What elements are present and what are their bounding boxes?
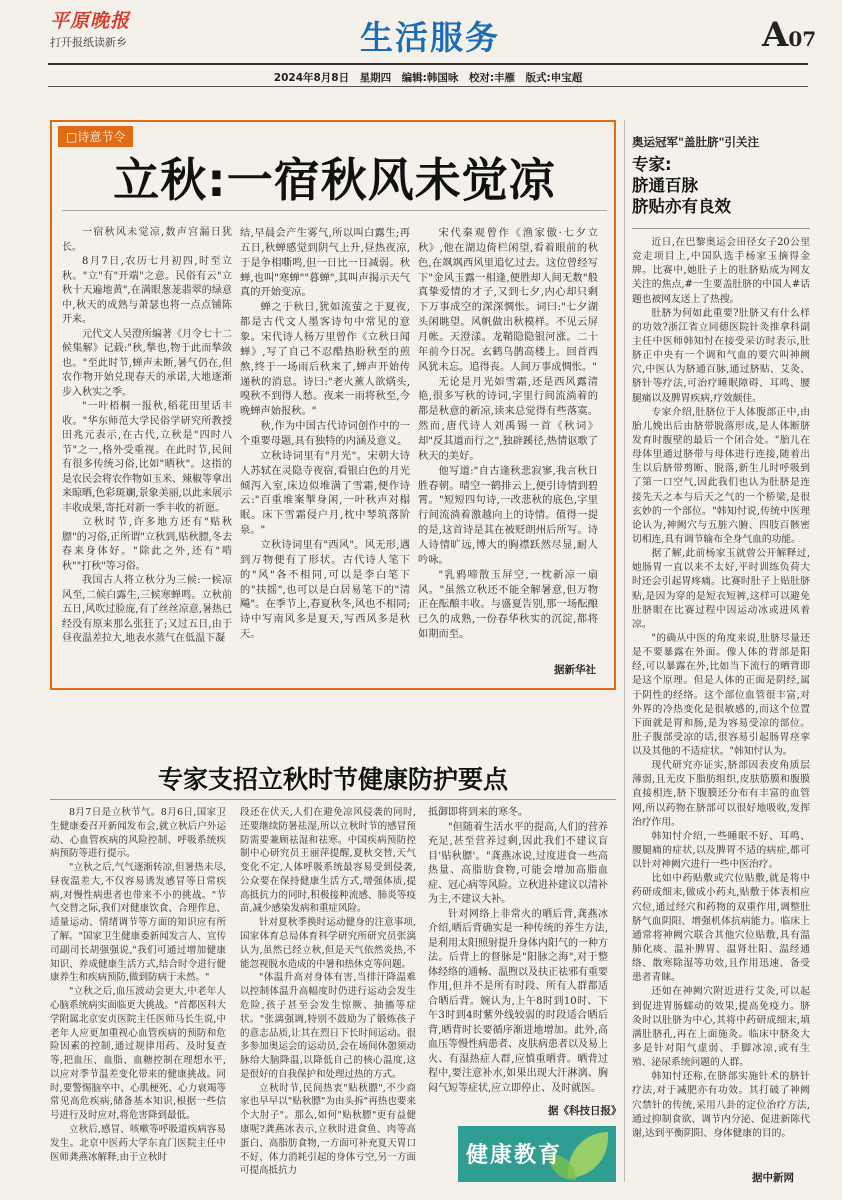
paragraph: 韩知忖还称,在脐部实施针术的脐针疗法,对于减肥亦有功效。其打破了神阙穴禁针的传统,采用八卦的定位治疗方法,通过抑制食欲、调节内分泌、促进新陈代谢,达到平衡阴阳、身体健康的目的。 [632, 1071, 810, 1139]
column-divider [624, 120, 625, 1182]
paragraph: "立秋之后,血压波动会更大,中老年人心脑系统病实面临更大挑战。"首都医科大学附属北京安贞医院主任医师马长生说,中老年人应更加重视心血管疾病的预防和危险因素的控制,通过规律用药、及时复查等,把血压、血脂、血糖控制在理想水平,以应对季节温差变化带来的健康挑战。同时,要警惕脑卒中、心肌梗死、心力衰竭等常见高危疾病,储备基本知识,根据一些信号进行及时应对,将危害降到最低。 [50, 986, 226, 1122]
sidebar-source-credit: 据中新网 [752, 1172, 794, 1184]
headline-rule [50, 799, 616, 800]
paragraph: 立秋诗词里有"西风"。风无形,遇到万物便有了形状。古代诗人笔下的"风"各不相同,可以是李白笔下的"扶摇",也可以是白居易笔下的"清飚"。在季节上,春夏秋冬,风也不相同;诗中写南风多是夏天,写西风多是秋天。 [240, 539, 410, 641]
paragraph: 肚脐为何如此重要?肚脐又有什么样的功效?浙江省立同德医院针灸推拿科副主任中医师韩知忖在接受采访时表示,肚脐正中央有一个调和气血的要穴叫神阙穴,中医认为脐通百脉,通过脐贴、艾灸、脐针等疗法,可治疗睡眠障碍、耳鸣、腰腿痛以及脾胃疾病,疗效颇佳。 [632, 307, 810, 404]
paragraph: 据了解,此前杨家玉就曾公开解释过,她肠胃一直以来不太好,平时训练负荷大时还会引起胃疼痛。比赛时肚子上贴肚脐贴,是因为穿的是短衣短裤,这样可以避免肚脐眼在比赛过程中因运动冰或进风着凉。 [632, 548, 810, 630]
paragraph: 无论是月光如雪霜,还是西风露清艳,很多写秋的诗词,字里行间流淌着的都是秋意的新凉,读来总觉得有些落寞。然而,唐代诗人刘禹锡一首《秋词》却"反其道而行之",独辟蹊径,热情讴歌了秋天的美好。 [418, 375, 598, 462]
paragraph: 他写道:"自古逢秋悲寂寥,我言秋日胜春朝。晴空一鹤排云上,便引诗情到碧霄。"短短四句诗,一改悲秋的底色,字里行间流淌着激越向上的诗情。值得一提的是,这首诗是其在被贬朗州后所写。诗人诗情旷远,博大的胸襟跃然尽显,耐人吟咏。 [418, 464, 598, 566]
paragraph: 段还在伏天,人们在避免凉风侵袭的同时,还要继续防暑祛湿,所以立秋时节的感冒预防需要兼顾祛湿和祛寒。中国疾病预防控制中心研究员王丽萍提醒,夏秋交替,天气变化不定,人体呼吸系统最容易受到侵袭,公众要在保持健康生活方式,增强体质,提高抵抗力的同时,积极接种流感、肺炎等疫苗,减少感染发病和重症风险。 [240, 807, 416, 915]
paragraph: 现代研究亦证实,脐部因表皮角质层薄弱,且无皮下脂肪组织,皮肤筋膜和腹膜直接相连,脐下腹膜还分布有丰富的血管网,所以药物在脐部可以很好地吸收,发挥治疗作用。 [632, 760, 810, 828]
article-health-headline: 专家支招立秋时节健康防护要点 [157, 765, 508, 794]
article-headline: 立秋:一宿秋风未觉凉 [113, 153, 556, 207]
health-column-3 [428, 806, 608, 1096]
paragraph: 蝉之于秋日,犹如流萤之于夏夜,都是古代文人墨客诗句中常见的意象。宋代诗人杨万里曾作《立秋日闻蝉》,写了自己不忍酷热盼秋至的煎熬,终于一场雨后秋来了,蝉声开始传递秋的消息。诗曰:"老火薰人欲焫头,嗅秋不到得人愁。夜来一雨将秋至,今晚蝉声始报秋。" [240, 301, 410, 418]
paragraph: 立秋时节,民间热衷"贴秋膘",不少商家也早早以"贴秋膘"为由头拆"再热也要来个大肘子"。那么,如何"贴秋膘"更有益健康呢?龚燕冰表示,立秋时进食鱼、肉等高蛋白、高脂肪食物,一方面可补充夏天胃口不好、体力消耗引起的身体亏空,另一方面可提高抵抗力 [240, 1082, 416, 1177]
paragraph: 结,早晨会产生雾气,所以叫白露生;再五日,秋蝉感觉到阴气上升,昼热夜凉,于是争相嘶鸣,但一日比一日减弱。秋蝉,也叫"寒蝉""暮蝉",其叫声揭示天气真的开始变凉。 [240, 227, 410, 299]
paragraph: "的确从中医的角度来说,肚脐尽量还是不要暴露在外面。像人体的背部是阳经,可以暴露在外,比如当下流行的晒背即是这个原理。但是人体的正面是阴经,属于阴性的经络。这个部位血管很丰富,对外界的冷热变化是很敏感的,而这个位置下面就是胃和肠,是为容易受凉的部位。肚子腹部受凉的话,很容易引起肠胃痉挛以及其他的不适症状。"韩知忖认为。 [632, 632, 810, 758]
paragraph: 针对网络上非常火的晒后背,龚燕冰介绍,晒后背确实是一种传统的养生方法,是利用太阳照射提升身体内阳气的一种方法。后背上的督脉是"阳脉之海",对于整体经络的通畅、温煦以及扶正祛邪有重要作用,但并不是所有时段、所有人群都适合晒后背。婉认为,上午8时到10时、下午3时到4时紫外线较弱的时段适合晒后背,晒背时长要循序渐进地增加。此外,高血压等慢性病患者、皮肤病患者以及易上火、有湿热症人群,应慎重晒背。晒背过程中,要注意补水,如果出现大汗淋漓、胸闷气短等症状,应立即停止、及时就医。 [428, 908, 608, 1094]
health-column-1 [50, 806, 226, 1164]
paragraph: 专家介绍,肚脐位于人体腹部正中,由胎儿娩出后由脐带脱落形成,是人体断脐发育时腹壁的最后一个闭合处。"胎儿在母体里通过脐带与母体进行连接,随着出生以后脐带剪断、脱落,新生儿时呼吸到了第一口空气,因此我们也认为肚脐是连接先天之本与后天之气的一个桥梁,是很玄妙的一个部位。"韩知忖说,传统中医理论认为,神阙穴与五脏六腑、四肢百骸密切相连,具有调节输布全身气血的功能。 [632, 406, 810, 545]
paragraph: "乳鸦啼散玉屏空,一枕新凉一扇风。"虽然立秋还不能全解暑意,但万物正在酝酿丰收。与盛夏告别,那一场酝酿已久的成熟,一份春华秋实的沉淀,都将如期而至。 [418, 568, 598, 641]
article-column-1 [62, 226, 232, 647]
paragraph: 宋代秦观曾作《渔家傲·七夕立秋》,他在湖边倚栏闲望,看着眼前的秋色,在飒飒西风里追忆过去。这位曾经写下"金风玉露一相逢,便胜却人间无数"般真挚爱情的才子,又到七夕,内心却只剩下万事成空的深深惆怅。词曰:"七夕湖头闲眺望。风帆做出秋模样。不见云屏月帐。天澄漾。龙鞘隐隐银河涨。二十年前今日况。玄鹤乌鹊高楼上。回首西风犹未忘。追得丧。人间万事成惆怅。" [418, 227, 598, 373]
paragraph: 比如中药贴敷或穴位贴敷,就是将中药研成细末,做成小药丸,贴敷于体表相应穴位,通过经穴和药物的双重作用,调整肚脐气血阴阳、增强机体抗病能力。临床上通常将神阙穴联合其他穴位贴敷,具有温肺化痰、温补脾胃、温肾壮阳、温经通络、散寒除湿等功效,且作用迅速、备受患者青睐。 [632, 873, 810, 984]
paragraph: 近日,在巴黎奥运会田径女子20公里竞走项目上,中国队选手杨家玉摘得金牌。比赛中,她肚子上的肚脐贴成为网友关注的焦点,#一生要盖肚脐的中国人#话题也被网友送上了热搜。 [632, 237, 810, 305]
paragraph: "但随着生活水平的提高,人们的营养充足,甚至营养过剩,因此我们不建议盲目'贴秋膘'。"龚燕冰说,过度进食一些高热量、高脂肪食物,可能会增加高脂血症、冠心病等风险。立秋进补建议以清补为主,不建议大补。 [428, 821, 608, 905]
page-letter: A [762, 15, 789, 55]
sidebar-title [632, 154, 812, 217]
article-column-2 [240, 226, 410, 642]
sidebar-title-line: 脐贴亦有良效 [632, 197, 731, 216]
paragraph: 针对夏秋季换时运动健身的注意事项,国家体育总局体育科学研究所研究员张漓认为,虽然已经立秋,但是天气依然炎热,不能忽视脱水造成的中暑和热休克等问题。 [240, 917, 416, 970]
paper-name: 平原晚报 [50, 10, 131, 32]
paragraph: 8月7日是立秋节气。8月6日,国家卫生健康委召开新闻发布会,就立秋后户外运动、心血管疾病的风险控制、呼吸系统疾病预防等进行提示。 [50, 807, 226, 860]
paragraph: "立秋之后,气气逐渐转凉,但暑热未尽,昼夜温差大,不仅容易诱发感冒等日常疾病,对慢性病患者也带来不小的挑战。"节气交替之际,我们对健康饮食、合理作息、适量运动、情绪调节等方面的知识应有所了解。"国家卫生健康委新闻发言人、宣传司副司长胡强强说,"我们可通过增加健康知识、养成健康生活方式,结合时令进行健康养生和疾病预防,做到防病于未然。" [50, 862, 226, 984]
paragraph: "一叶梧桐一报秋,稻花田里话丰收。"华东师范大学民俗学研究所教授田兆元表示,在古代,立秋是"四时八节"之一,格外受重视。在此时节,民间有很多传统习俗,比如"晒秋"。这指的是农民会将农作物如玉米、辣椒等拿出来晾晒,色彩斑斓,景象美丽,以此来展示丰收成果,寄托对新一季丰收的祈愿。 [62, 401, 232, 514]
page-digits: 07 [788, 27, 817, 51]
paragraph: 一宿秋风未觉凉,数声宫漏日犹长。 [62, 227, 232, 253]
article-source-credit: 据新华社 [554, 664, 596, 676]
article-column-3 [418, 226, 598, 642]
column-tag: □诗意节令 [58, 126, 133, 147]
banner-label: 健康教育 [466, 1143, 563, 1168]
article-liqiu-box [50, 120, 616, 690]
paragraph: 立秋时节,许多地方还有"贴秋膘"的习俗,正所谓"立秋到,贴秋膘,冬去春来身体好。"除此之外,还有"啃秋""打秋"等习俗。 [62, 517, 232, 572]
health-education-banner [458, 1126, 616, 1182]
paragraph: 韩知忖介绍,一些睡眠不好、耳鸣、腰腿痛的症状,以及脾胃不适的病症,都可以针对神阙穴进行一些中医治疗。 [632, 830, 810, 871]
header-rule-thin [48, 86, 808, 87]
sidebar-rule [632, 228, 810, 229]
section-title: 生活服务 [360, 18, 500, 57]
sidebar-kicker: 奥运冠军"盖肚脐"引关注 [632, 135, 759, 149]
paragraph: 元代文人吴澄所编著《月令七十二候集解》记载:"秋,揫也,物于此而揫敛也。"至此时节,蝉声未断,暑气仍在,但农作物开始兑现春天的承诺,大地逐渐步入秋实之季。 [62, 328, 232, 398]
sidebar-body [632, 236, 810, 1141]
masthead-logo [50, 6, 162, 52]
sidebar-title-line: 专家: [632, 155, 672, 174]
paragraph: 我国古人将立秋分为三候:一候凉风至,二候白露生,三候寒蝉鸣。立秋前五日,风吹过脸庞,有了丝丝凉意,暑热已经没有原来那么张狂了;又过五日,由于昼夜温差拉大,地表水蒸气在低温下凝 [62, 575, 232, 644]
issue-info-line: 2024年8月8日 星期四 编辑:韩国咏 校对:丰雁 版式:申宝超 [273, 72, 583, 84]
header-rule [48, 63, 808, 65]
paragraph: 还如在神阙穴附近进行艾灸,可以起到促进胃肠蠕动的效果,提高免疫力。脐灸时以肚脐为中心,其将中药研成细末,填满肚脐孔,再在上面施灸。临床中脐灸大多是针对阳气虚弱、手脚冰凉,或有生殖、泌尿系统问题的人群。 [632, 986, 810, 1069]
health-source-credit: 据《科技日报》 [548, 1105, 622, 1117]
paragraph: 8月7日,农历七月初四,时至立秋。"立"有"开端"之意。民俗有云"立秋十天遍地黄",在满眼葱茏翡翠的绿意中,秋天的成熟与萧瑟也将一点点铺陈开来。 [62, 256, 232, 325]
paragraph: 抵御即将到来的寒冬。 [428, 807, 528, 818]
paragraph: "体温升高对身体有害,当排汗降温难以控制体温升高幅度时仍进行运动会发生危险,孩子甚至会发生惊厥、抽搐等症状。"张漓强调,特别不鼓励为了锻炼孩子的意志品质,让其在烈日下长时间运动。很多参加奥运会的运动员,会在场间休憩须动脉给大脑降温,以降低自己的核心温度,这是很好的自我保护和处理过热的方式。 [240, 972, 416, 1080]
paper-slogan: 打开报纸读新乡 [50, 36, 127, 49]
headline-rule [62, 210, 607, 211]
paragraph: 立秋诗词里有"月光"。宋朝大诗人苏轼在灵隐寺夜宿,看银白色的月光倾泻入室,床边似堆满了雪霜,便作诗云:"百重堆案掣身闲,一叶秋声对榻眠。床下雪霜侵户月,枕中琴筑落阶泉。" [240, 449, 410, 537]
paragraph: 立秋后,感冒、咳嗽等呼吸道疾病容易发生。北京中医药大学东直门医院主任中医师龚燕冰解释,由于立秋时 [50, 1123, 226, 1163]
paragraph: 秋,作为中国古代诗词创作中的一个重要母题,具有独特的内涵及意义。 [240, 420, 410, 448]
health-column-2 [240, 806, 416, 1178]
page-number [762, 15, 816, 55]
sidebar-title-line: 脐通百脉 [632, 176, 698, 195]
